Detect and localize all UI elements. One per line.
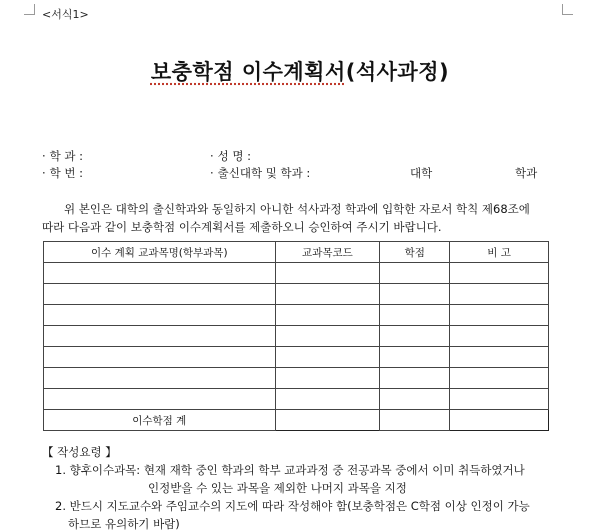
note-1-line-1	[55, 462, 525, 478]
table-row	[44, 368, 549, 389]
table-cell[interactable]	[450, 347, 549, 368]
notes-heading: 【 작성요령 】	[42, 445, 117, 459]
table-cell[interactable]	[44, 347, 276, 368]
bullet: ·	[42, 149, 46, 163]
table-row	[44, 326, 549, 347]
table-cell[interactable]	[44, 368, 276, 389]
paragraph-line-2: 따라 다음과 같이 보충학점 이수계획서를 제출하오니 승인하여 주시기 바랍니다.	[42, 220, 442, 234]
bullet: ·	[210, 149, 214, 163]
table-row	[44, 284, 549, 305]
table-total-row	[44, 410, 549, 431]
table-row	[44, 263, 549, 284]
table-header-row	[44, 242, 549, 263]
table-cell[interactable]	[275, 347, 380, 368]
header-course-code: 교과목코드	[275, 242, 380, 263]
table-row	[44, 389, 549, 410]
table-cell[interactable]	[450, 368, 549, 389]
note-2-line-2: 하므로 유의하기 바람)	[68, 517, 180, 531]
table-cell[interactable]	[380, 347, 450, 368]
table-cell[interactable]	[275, 368, 380, 389]
total-empty-code[interactable]	[275, 410, 380, 431]
note-2-line-1	[55, 498, 530, 514]
table-cell[interactable]	[275, 263, 380, 284]
dept-label: 학 과 :	[49, 149, 84, 163]
header-remarks: 비 고	[450, 242, 549, 263]
table-cell[interactable]	[275, 389, 380, 410]
table-cell[interactable]	[44, 326, 276, 347]
title-main: 보충학점 이수계획서	[150, 60, 346, 84]
form-number: <서식1>	[42, 8, 89, 21]
table-cell[interactable]	[450, 284, 549, 305]
table-cell[interactable]	[44, 389, 276, 410]
bullet: ·	[210, 166, 214, 180]
total-label: 이수학점 계	[44, 410, 276, 431]
bullet: ·	[42, 166, 46, 180]
table-body	[44, 263, 549, 410]
table-cell[interactable]	[450, 389, 549, 410]
table-row	[44, 347, 549, 368]
table-cell[interactable]	[275, 305, 380, 326]
page-corner-mark-right	[562, 4, 573, 15]
info-name	[210, 148, 251, 164]
header-credits: 학점	[380, 242, 450, 263]
title-sub: (석사과정)	[345, 60, 450, 84]
table-cell[interactable]	[380, 263, 450, 284]
page-corner-mark-left	[24, 4, 35, 15]
table-cell[interactable]	[44, 284, 276, 305]
header-course-name: 이수 계획 교과목명(학부과목)	[44, 242, 276, 263]
total-empty-remarks	[450, 410, 549, 431]
table-cell[interactable]	[380, 305, 450, 326]
table-cell[interactable]	[380, 389, 450, 410]
table-cell[interactable]	[44, 263, 276, 284]
note-2-text: 반드시 지도교수와 주임교수의 지도에 따라 작성해야 함(보충학점은 C학점 이상 인정이 가능	[69, 499, 530, 513]
paragraph-line-1: 위 본인은 대학의 출신학과와 동일하지 아니한 석사과정 학과에 입학한 자로서 학칙 제68조에	[64, 202, 530, 216]
course-plan-table	[43, 241, 549, 431]
name-label: 성 명 :	[217, 149, 252, 163]
note-1-line-2: 인정받을 수 있는 과목을 제외한 나머지 과목을 지정	[148, 481, 407, 495]
table-cell[interactable]	[450, 326, 549, 347]
document-title	[0, 56, 600, 86]
info-id	[42, 165, 83, 181]
id-label: 학 번 :	[49, 166, 84, 180]
table-cell[interactable]	[450, 305, 549, 326]
dept-suffix: 학과	[515, 166, 538, 180]
univ-suffix: 대학	[410, 166, 433, 180]
origin-label: 출신대학 및 학과 :	[217, 166, 311, 180]
table-cell[interactable]	[275, 284, 380, 305]
request-paragraph	[42, 200, 562, 236]
total-credits-cell[interactable]	[380, 410, 450, 431]
table-cell[interactable]	[380, 368, 450, 389]
table-cell[interactable]	[380, 326, 450, 347]
table-cell[interactable]	[44, 305, 276, 326]
note-1-text: 향후이수과목: 현재 재학 중인 학과의 학부 교과과정 중 전공과목 중에서 이미 취득하였거나	[69, 463, 525, 477]
table-cell[interactable]	[275, 326, 380, 347]
note-1-number: 1.	[55, 463, 66, 477]
note-2-number: 2.	[55, 499, 66, 513]
info-dept	[42, 148, 83, 164]
table-cell[interactable]	[450, 263, 549, 284]
info-origin	[210, 165, 310, 181]
table-row	[44, 305, 549, 326]
table-cell[interactable]	[380, 284, 450, 305]
